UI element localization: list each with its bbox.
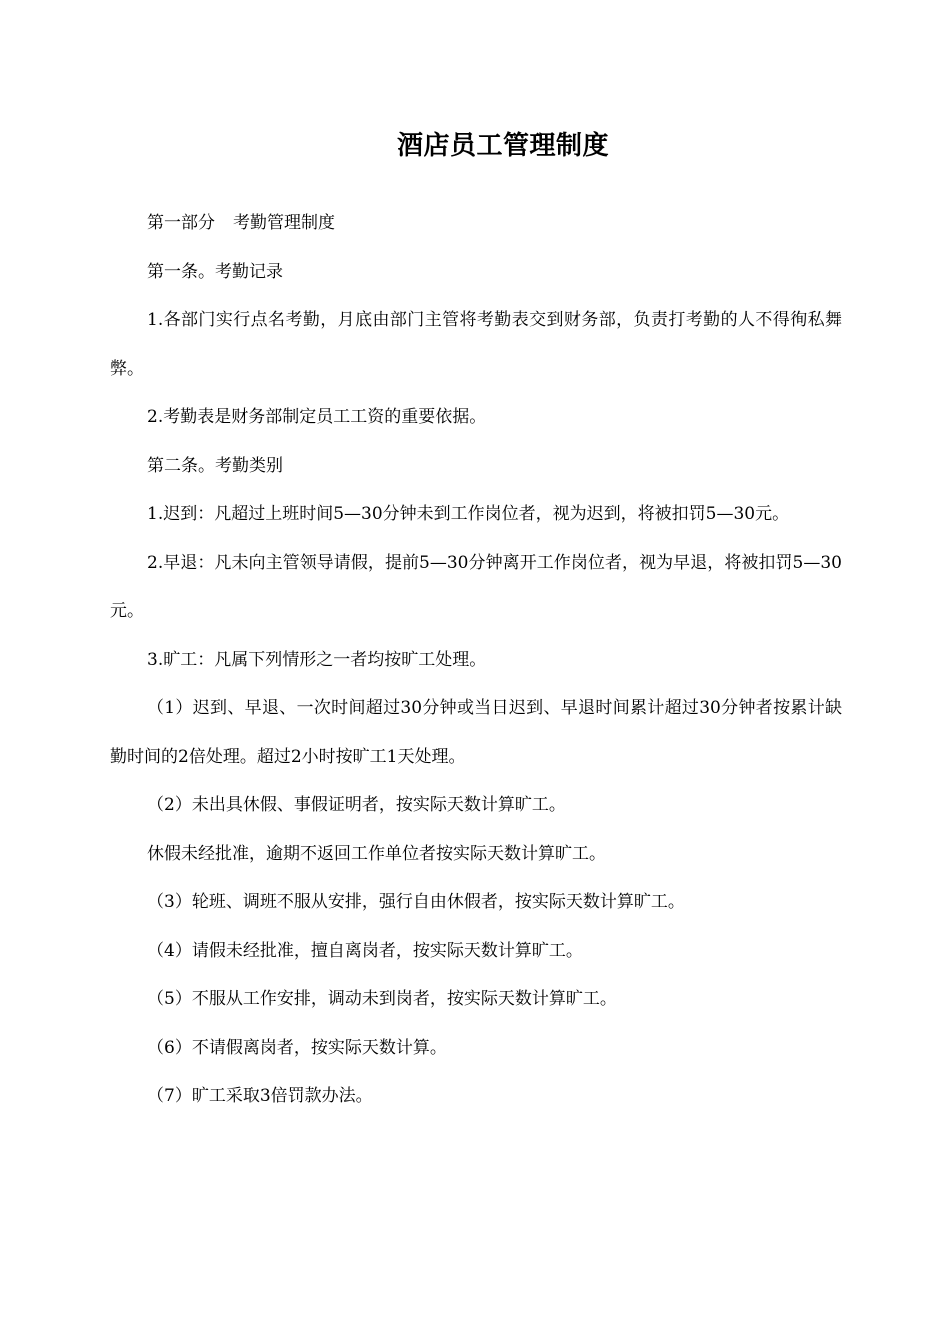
article-heading: 第一条。考勤记录 — [147, 261, 283, 282]
document-title: 酒店员工管理制度 — [396, 131, 609, 161]
article-heading: 第二条。考勤类别 — [147, 455, 283, 476]
paragraph: 1.各部门实行点名考勤，月底由部门主管将考勤表交到财务部，负责打考勤的人不得徇私舞弊。 — [110, 310, 842, 379]
list-item: （6）不请假离岗者，按实际天数计算。 — [147, 1037, 447, 1058]
paragraph: 2.考勤表是财务部制定员工工资的重要依据。 — [147, 407, 487, 427]
list-item: （5）不服从工作安排，调动未到岗者，按实际天数计算旷工。 — [147, 989, 617, 1009]
section-part-label: 第一部分 — [147, 213, 215, 233]
paragraph: 2.早退：凡未向主管领导请假，提前5—30分钟离开工作岗位者，视为早退，将被扣罚5—30元。 — [110, 552, 842, 621]
paragraph: 3.旷工：凡属下列情形之一者均按旷工处理。 — [147, 649, 487, 670]
list-item: （1）迟到、早退、一次时间超过30分钟或当日迟到、早退时间累计超过30分钟者按累计缺勤时间的2倍处理。超过2小时按旷工1天处理。 — [110, 698, 842, 767]
list-item: （2）未出具休假、事假证明者，按实际天数计算旷工。 — [147, 795, 566, 815]
list-item: （3）轮班、调班不服从安排，强行自由休假者，按实际天数计算旷工。 — [147, 892, 685, 912]
paragraph: 1.迟到：凡超过上班时间5—30分钟未到工作岗位者，视为迟到，将被扣罚5—30元。 — [147, 504, 790, 524]
list-item: （4）请假未经批准，擅自离岗者，按实际天数计算旷工。 — [147, 940, 583, 961]
section-name: 考勤管理制度 — [233, 213, 335, 233]
paragraph: 休假未经批准，逾期不返回工作单位者按实际天数计算旷工。 — [147, 843, 606, 864]
section-heading — [110, 199, 842, 248]
list-item: （7）旷工采取3倍罚款办法。 — [147, 1086, 373, 1106]
document-body — [110, 199, 842, 1121]
